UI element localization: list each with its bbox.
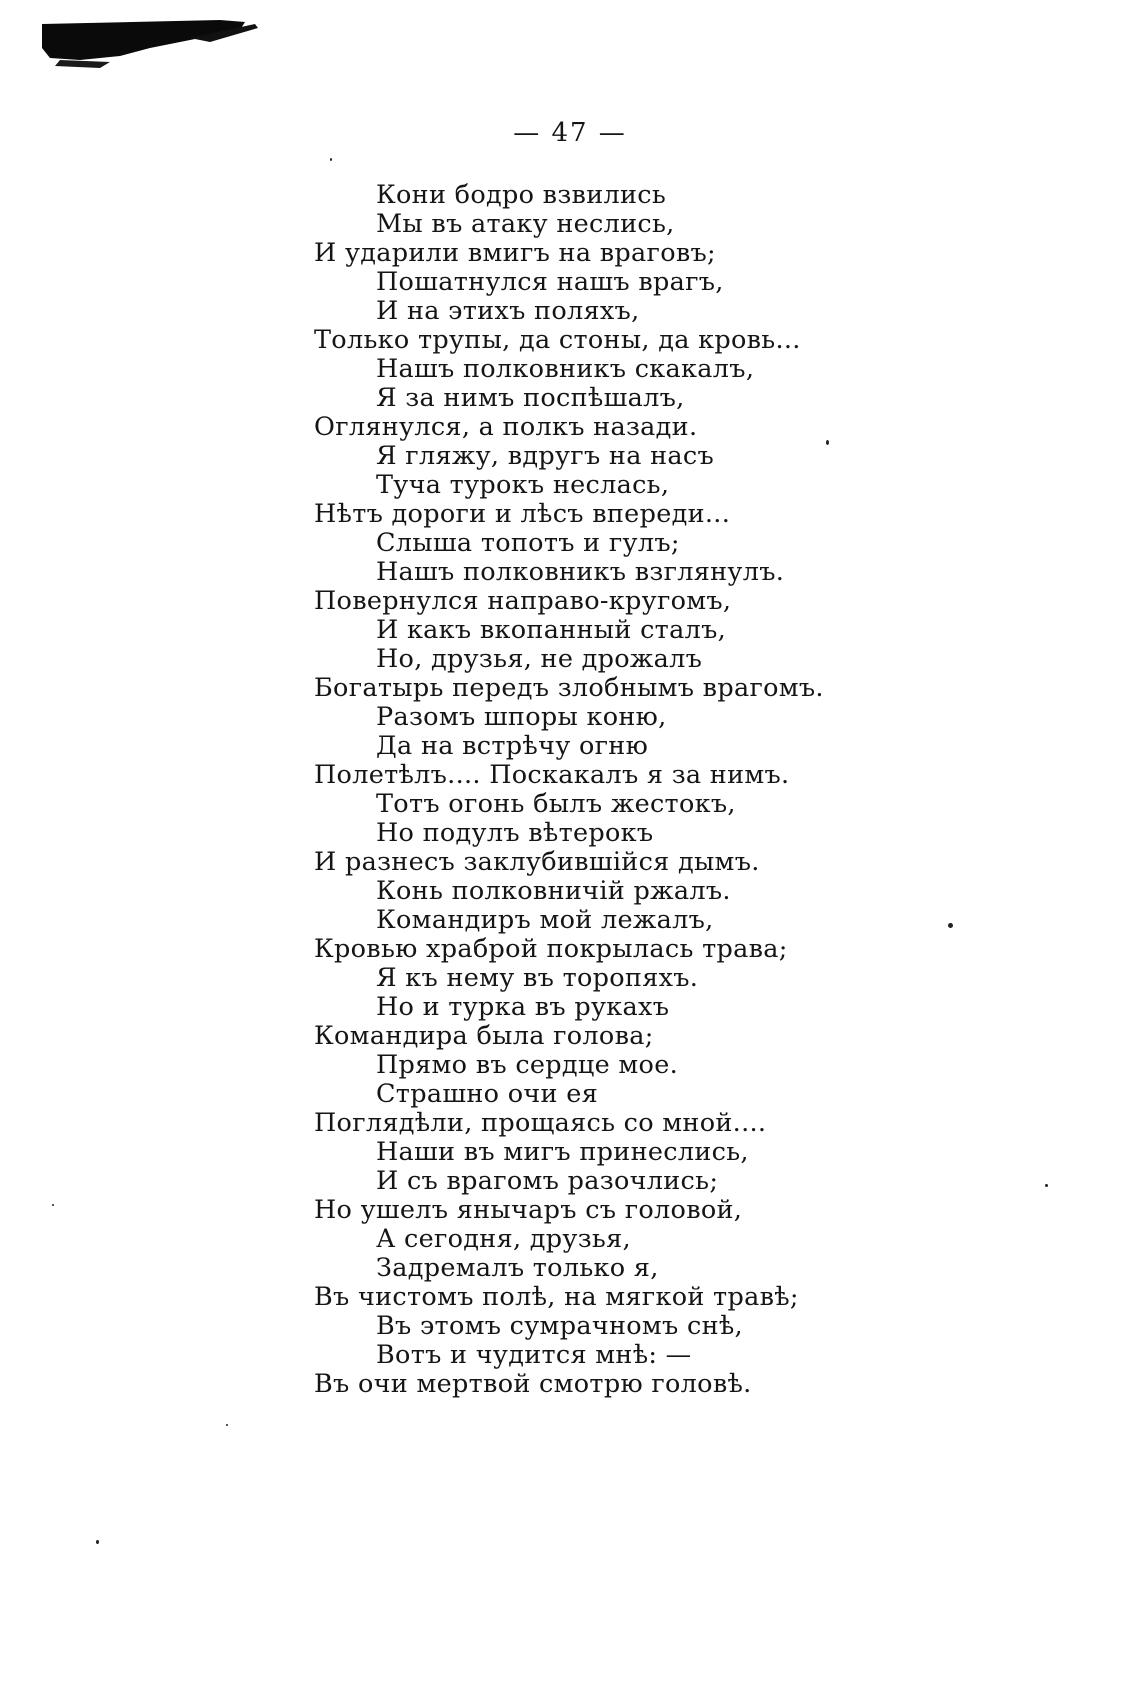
poem-line: Командира была голова;: [314, 1021, 654, 1051]
poem-line: Нашъ полковникъ скакалъ,: [376, 354, 755, 384]
poem-line: Туча турокъ неслась,: [376, 470, 670, 500]
poem-line: Кони бодро взвились: [376, 180, 667, 210]
scan-speck: [1045, 1184, 1048, 1187]
poem-line: Я гляжу, вдругъ на насъ: [376, 441, 715, 471]
scan-speck: [226, 1424, 228, 1426]
poem-line: Повернулся направо-кругомъ,: [314, 586, 732, 616]
poem-line: Слыша топотъ и гулъ;: [376, 528, 680, 558]
poem-line: Нѣтъ дороги и лѣсъ впереди...: [314, 499, 731, 529]
poem-line: Мы въ атаку неслись,: [376, 209, 675, 239]
poem-line: Вотъ и чудится мнѣ: —: [376, 1340, 692, 1370]
poem-line: И съ врагомъ разочлись;: [376, 1166, 719, 1196]
poem-line: Командиръ мой лежалъ,: [376, 905, 714, 935]
poem-line: Пошатнулся нашъ врагъ,: [376, 267, 724, 297]
poem-line: Оглянулся, а полкъ назади.: [314, 412, 698, 442]
scan-speck: [330, 158, 332, 161]
poem-line: Да на встрѣчу огню: [376, 731, 649, 761]
scan-speck: [52, 1204, 54, 1206]
poem-line: Разомъ шпоры коню,: [376, 702, 667, 732]
poem-line: Наши въ мигъ принеслись,: [376, 1137, 749, 1167]
poem-line: Задремалъ только я,: [376, 1253, 659, 1283]
scan-speck: [826, 440, 829, 445]
poem-line: Кровью храброй покрылась трава;: [314, 934, 788, 964]
poem-line: И ударили вмигъ на враговъ;: [314, 238, 716, 268]
poem-line: Богатырь передъ злобнымъ врагомъ.: [314, 673, 824, 703]
poem-line: И какъ вкопанный сталъ,: [376, 615, 727, 645]
poem-line: Поглядѣли, прощаясь со мной....: [314, 1108, 767, 1138]
poem-line: Тотъ огонь былъ жестокъ,: [376, 789, 736, 819]
poem-line: Въ этомъ сумрачномъ снѣ,: [376, 1311, 743, 1341]
poem-line: Полетѣлъ.... Поскакалъ я за нимъ.: [314, 760, 790, 790]
poem-line: Но подулъ вѣтерокъ: [376, 818, 654, 848]
poem-line: Но, друзья, не дрожалъ: [376, 644, 703, 674]
poem-line: А сегодня, друзья,: [376, 1224, 631, 1254]
poem-line: Въ чистомъ полѣ, на мягкой травѣ;: [314, 1282, 799, 1312]
poem-line: Конь полковничій ржалъ.: [376, 876, 731, 906]
scan-speck: [948, 923, 953, 928]
poem-line: Но и турка въ рукахъ: [376, 992, 670, 1022]
ink-blot-mark: [40, 18, 260, 76]
poem-line: Въ очи мертвой смотрю головѣ.: [314, 1369, 752, 1399]
poem-line: Только трупы, да стоны, да кровь...: [314, 325, 801, 355]
page-number: — 47 —: [513, 118, 627, 148]
poem-line: Я за нимъ поспѣшалъ,: [376, 383, 685, 413]
poem-line: И на этихъ поляхъ,: [376, 296, 640, 326]
poem-line: Я къ нему въ торопяхъ.: [376, 963, 699, 993]
poem-line: Но ушелъ янычаръ съ головой,: [314, 1195, 743, 1225]
poem-line: Нашъ полковникъ взглянулъ.: [376, 557, 785, 587]
poem-line: Страшно очи ея: [376, 1079, 598, 1109]
poem-line: Прямо въ сердце мое.: [376, 1050, 679, 1080]
poem-line: И разнесъ заклубившійся дымъ.: [314, 847, 760, 877]
scan-speck: [96, 1540, 99, 1544]
